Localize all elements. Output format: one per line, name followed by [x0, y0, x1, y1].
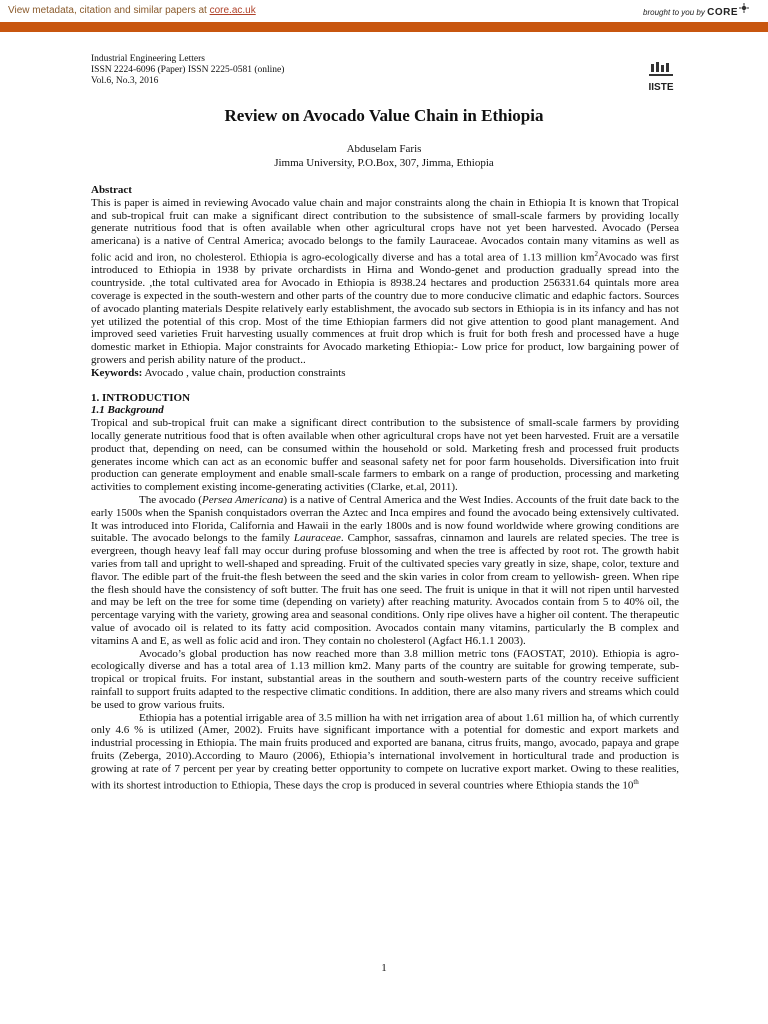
section-heading: 1. INTRODUCTION — [91, 391, 191, 404]
subsection-heading: 1.1 Background — [91, 404, 164, 417]
abstract-text-part2: Avocado was first introduced to Ethiopia in 1938 by private orchardists in Hirna and Wondo-genet and production gradually spread into the countryside. ,the total cultivated area for Avocado in Ethiopia is 8938.24 hectares and production 256331.64 quintals more area coverage is expected in the south-western and other parts of the country due to more conducive climatic and edaphic factors. Sources of avocado planting materials Despite relatively early establishment, the avocado sub sectors in Ethiopia is in its infancy and has not yet utilized the potential of this crop. Most of the time Ethiopian farmers did not give attention to good plant management. And improved seed varieties Fruit harvesting usually commences at fruit drop which is fruit for both fresh and processed have a huge domestic market in Ethiopia. Major constraints for Avocado marketing Ethiopia:- Low price for product, low bargaining power of growers and perish ability nature of the product.. — [91, 251, 679, 367]
author-name: Abduselam Faris — [346, 143, 422, 155]
spacer — [91, 380, 679, 392]
metadata-text: View metadata, citation and similar papers at — [8, 5, 207, 16]
metadata-notice — [8, 5, 256, 16]
keywords-line — [91, 367, 679, 380]
journal-volume: Vol.6, No.3, 2016 — [91, 76, 159, 86]
journal-header — [91, 54, 284, 87]
iiste-logo — [646, 60, 676, 94]
author-affiliation: Jimma University, P.O.Box, 307, Jimma, Ethiopia — [274, 157, 494, 169]
paper-title: Review on Avocado Value Chain in Ethiopia — [224, 106, 544, 125]
paragraph-3: Avocado’s global production has now reached more than 3.8 million metric tons (FAOSTAT, 2010). Ethiopia is agro-ecologically diverse and has a total area of 1.13 million km2. Many parts of the country are suitable for growing temperate, sub-tropical or tropical fruits. For instant, substantial areas in the southern and south-western parts of the country receive sufficient rainfall to support fruits adapted to the respective climatic conditions. In addition, there are also many rivers and streams which could be used to grow various fruits. — [91, 647, 679, 711]
journal-issn: ISSN 2224-6096 (Paper) ISSN 2225-0581 (online) — [91, 65, 285, 75]
paragraph-2 — [91, 494, 679, 648]
core-brand[interactable]: CORE — [707, 7, 738, 18]
page-number: 1 — [381, 962, 387, 974]
abstract-superscript: 2 — [594, 249, 598, 258]
paper-body — [91, 184, 679, 792]
abstract-text — [91, 197, 679, 367]
journal-name: Industrial Engineering Letters — [91, 54, 205, 64]
paragraph-2-text-c: . Camphor, sassafras, cinnamon and laurels are related species. The tree is evergreen, though heavy leaf fall may occur during profuse blossoming and when the tree is affected by root rot. The growth habit varies from tall and upright to well-shaped and spreading. Fruit of the cultivated species vary greatly in size, shape, color, texture and flavor. The edible part of the fruit-the flesh between the seed and the skin varies in color from cream to yellowish- green. When ripe the flesh should have the consistency of soft butter. The fruit has one seed. The fruit is unique in that it will not ripen until harvested and may be left on the tree for some time (depending on variety) after reaching maturity. Avocados contain from 5 to 40% oil, the percentage varying with the variety, growing area and seasonal conditions. Only ripe olives have a higher oil content. The therapeutic value of avocado oil is related to its fatty acid composition. Avocados contain many vitamins, particularly the B complex and vitamins A and E, as well as folic acid and iron. They contain no cholesterol (Agfact H6.1.1 2003). — [91, 532, 679, 647]
paragraph-4-text: Ethiopia has a potential irrigable area of 3.5 million ha with net irrigation area of about 1.61 million ha, of which currently only 4.6 % is utilized (Amer, 2002). Fruits have significant importance with a potential for domestic and export markets and industrial processing in Ethiopia. The main fruits produced and exported are banana, citrus fruits, mango, avocado, papaya and grape fruits (Zeberga, 2010).According to Mauro (2006), Ethiopia’s international involvement in horticultural trade and production is growing at rate of 7 percent per year by creating better opportunity to compete on lucrative export market. Owing to these realities, with its shortest introduction to Ethiopia, These days the crop is produced in several countries where Ethiopia stands the 10 — [91, 711, 679, 792]
author-block — [0, 142, 768, 170]
core-banner — [0, 0, 768, 22]
keywords-value: Avocado , value chain, production constraints — [142, 366, 346, 379]
brought-text: brought to you by — [643, 8, 705, 17]
paragraph-2-text-a: The avocado ( — [139, 493, 202, 506]
abstract-heading: Abstract — [91, 184, 132, 196]
paragraph-2-species: Persea Americana — [201, 493, 284, 506]
paragraph-2-text-b: ) is a native of Central America and the West Indies. Accounts of the fruit date back to the early 1500s when the Spanish conquistadors overran the Aztec and Inca empires and found the avocado being extensively cultivated. It was introduced into Florida, California and Hawaii in the early 1800s and is now found worldwide where growing conditions are suitable. The avocado belongs to the family — [91, 493, 679, 545]
core-logo-icon — [738, 2, 750, 14]
brought-by — [643, 7, 738, 18]
accent-bar — [0, 22, 768, 32]
abstract-text-part1: This is paper is aimed in reviewing Avocado value chain and major constraints along the chain in Ethiopia It is known that Tropical and sub-tropical fruit can make a significant direct contribution to the subsistence of small-scale farmers by providing locally generate nutritious food that is often available when other agricultural crops have not yet been harvested. Avocado (Persea americana) is a native of Central America; avocado belongs to the family Lauraceae. Avocados contain many vitamins as well as folic acid and iron, no cholesterol. Ethiopia is agro-ecologically diverse and has a total area of 1.13 million km — [91, 196, 679, 264]
keywords-label: Keywords: — [91, 366, 143, 379]
paragraph-2-family: Lauraceae — [293, 532, 341, 545]
svg-text:IISTE: IISTE — [648, 82, 674, 93]
paragraph-4 — [91, 712, 679, 792]
paragraph-4-superscript: th — [633, 777, 639, 786]
paragraph-1: Tropical and sub-tropical fruit can make a significant direct contribution to the subsistence of small-scale farmers by providing locally generate nutritious food that is often available when other agricultural crops have not yet been harvested. Fruit are a versatile product that, depending on need, can be consumed within the household or sold. Marketing fresh and processed fruit products generates income which can act as an economic buffer and seasonal safety net for poor farm households. Diversification into fruit production can generate employment and enable small-scale farmers to embark on a range of production, processing and marketing activities to complement existing income-generating activities (Clarke, et.al, 2011). — [91, 417, 679, 494]
core-link[interactable]: core.ac.uk — [209, 5, 256, 16]
